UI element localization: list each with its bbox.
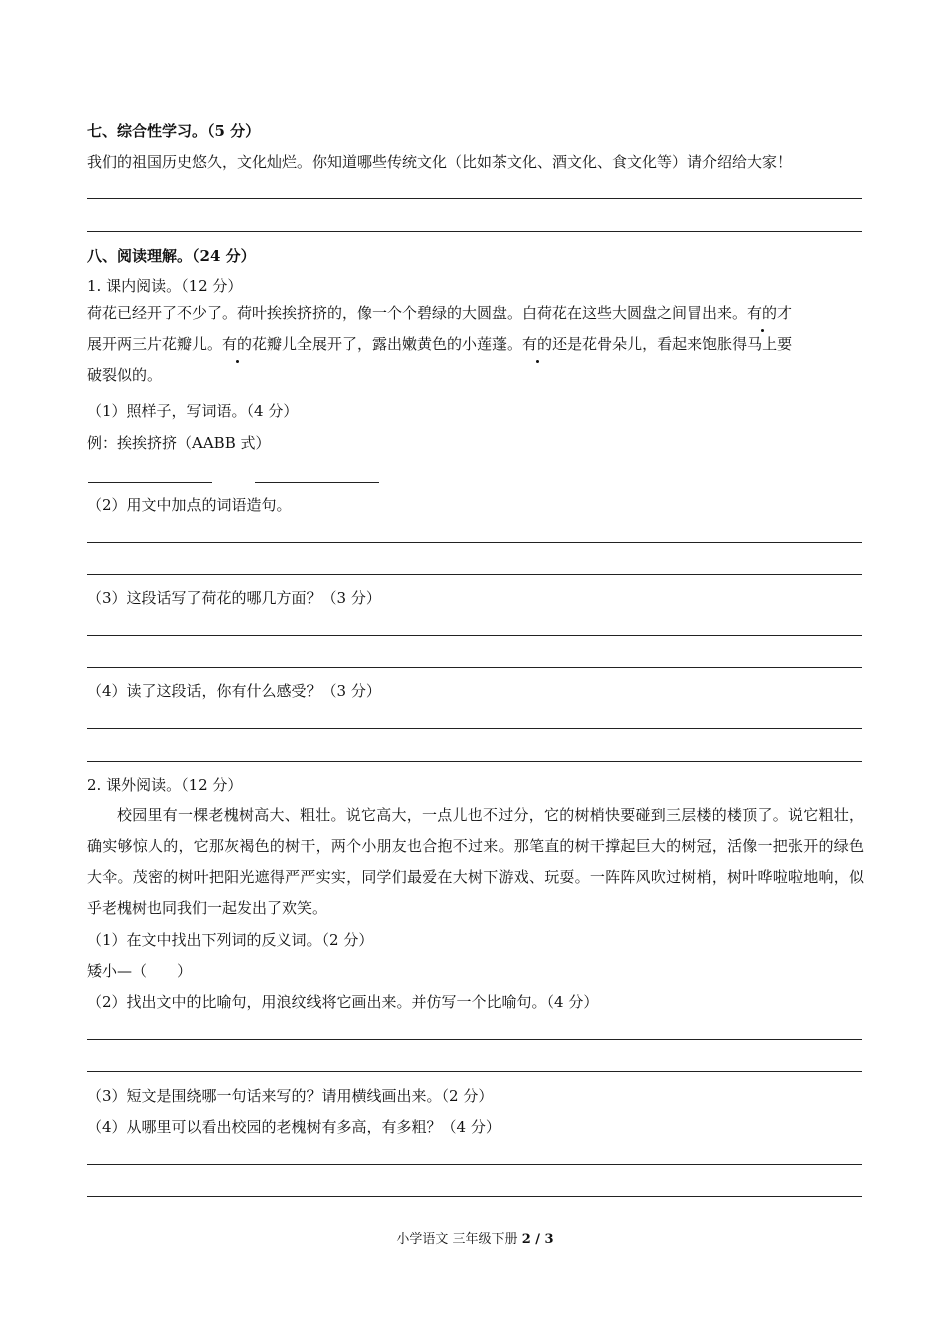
passage-text: 花瓣儿全展开了，露出嫩黄色的小莲蓬。 — [252, 335, 523, 353]
passage-text: 才 — [777, 304, 793, 322]
part2-passage: 校园里有一棵老槐树高大、粗壮。说它高大，一点儿也不过分，它的树梢快要碰到三层楼的楼顶了。说它粗壮，确实够惊人的，它那灰褐色的树干，两个小朋友也合抱不过来。那笔直的树干撑起巨大的树冠，活像一把张开的绿色大伞。茂密的树叶把阳光遮得严严实实，同学们最爱在大树下游戏、玩耍。一阵阵风吹过树梢，树叶哗啦啦地响，似乎老槐树也同我们一起发出了欢笑。 — [87, 806, 864, 917]
answer-line[interactable] — [87, 761, 862, 762]
section7-prompt: 我们的祖国历史悠久，文化灿烂。你知道哪些传统文化（比如茶文化、酒文化、食文化等）请介绍给大家！ — [87, 153, 793, 171]
short-answer-line[interactable] — [88, 482, 212, 483]
part2-q3: （3）短文是围绕哪一句话来写的？请用横线画出来。（2 分） — [87, 1087, 494, 1105]
part2-q4: （4）从哪里可以看出校园的老槐树有多高，有多粗？（4 分） — [87, 1118, 501, 1136]
answer-line[interactable] — [87, 1164, 862, 1165]
part1-q4: （4）读了这段话，你有什么感受？（3 分） — [87, 682, 381, 700]
passage-text: 还是花骨朵儿，看起来饱胀得马上要 — [552, 335, 793, 353]
short-answer-line[interactable] — [255, 482, 379, 483]
part2-q2: （2）找出文中的比喻句，用浪纹线将它画出来。并仿写一个比喻句。（4 分） — [87, 993, 599, 1011]
passage-text: 破裂似的。 — [87, 366, 163, 384]
part2-antonym[interactable]: 矮小—（ ） — [87, 962, 193, 980]
part1-passage — [87, 298, 864, 391]
answer-line[interactable] — [87, 728, 862, 729]
page-footer — [0, 1228, 950, 1247]
part1-example: 例：挨挨挤挤（AABB 式） — [87, 434, 271, 452]
part1-q1: （1）照样子，写词语。（4 分） — [87, 402, 299, 420]
answer-line[interactable] — [87, 542, 862, 543]
page-number: 2 / 3 — [521, 1232, 554, 1247]
answer-line[interactable] — [87, 1039, 862, 1040]
answer-line[interactable] — [87, 1196, 862, 1197]
passage-text: 荷花已经开了不少了。荷叶挨挨挤挤的，像一个个碧绿的大圆盘。白荷花在这些大圆盘之间冒出来。 — [87, 304, 748, 322]
answer-line[interactable] — [87, 667, 862, 668]
answer-line[interactable] — [87, 198, 862, 199]
dotted-word: 有的 — [522, 329, 552, 360]
part1-q2: （2）用文中加点的词语造句。 — [87, 496, 292, 514]
answer-line[interactable] — [87, 574, 862, 575]
part2-title: 2. 课外阅读。（12 分） — [87, 776, 243, 794]
section8-heading: 八、阅读理解。（24 分） — [87, 247, 256, 265]
answer-line[interactable] — [87, 1071, 862, 1072]
answer-line[interactable] — [87, 635, 862, 636]
answer-line[interactable] — [87, 231, 862, 232]
section7-heading: 七、综合性学习。（5 分） — [87, 122, 261, 140]
part1-title: 1. 课内阅读。（12 分） — [87, 277, 243, 295]
part2-q1: （1）在文中找出下列词的反义词。（2 分） — [87, 931, 374, 949]
dotted-word: 有的 — [747, 298, 777, 329]
dotted-word: 有的 — [222, 329, 252, 360]
footer-text: 小学语文 三年级下册 — [396, 1232, 522, 1247]
part1-q3: （3）这段话写了荷花的哪几方面？（3 分） — [87, 589, 381, 607]
passage-text: 展开两三片花瓣儿。 — [87, 335, 223, 353]
